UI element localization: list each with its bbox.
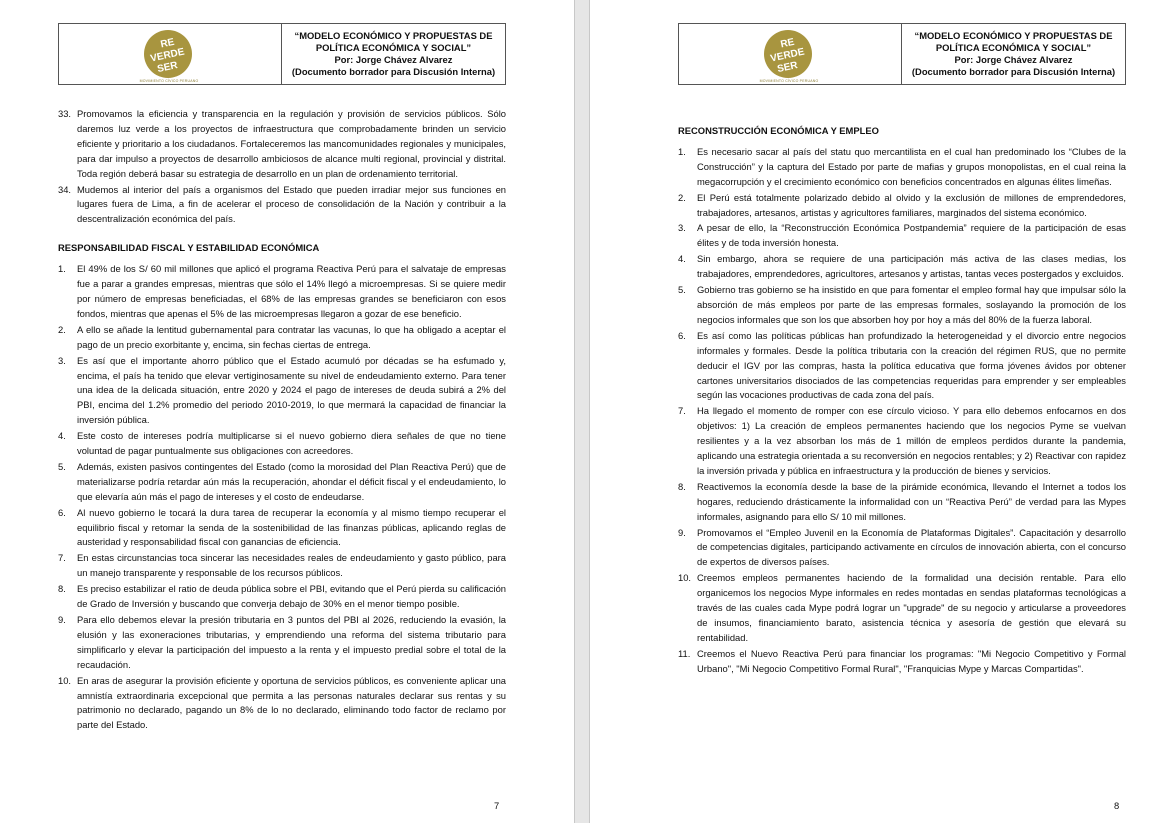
page-header [678, 23, 1126, 85]
list-item [678, 480, 1126, 525]
item-text: Es así como las políticas públicas han profundizado la heterogeneidad y el divorcio entre negocios informales y formales. Desde la política tributaria con la creación del régimen RUS, que no permite deducir el IGV por las compras, hasta la política educativa que forma jóvenes ávidos por obtener cartones universitarios disociados de las competencias requeridas para emprender y ser empleables según las vocaciones productivas de cada zona del país. [697, 329, 1126, 401]
list-item [58, 674, 506, 734]
item-text: A ello se añade la lentitud gubernamental para contratar las vacunas, lo que ha obligado a aceptar el pago de un precio exorbitante y, encima, sin fechas ciertas de entrega. [77, 323, 506, 350]
reverdeser-logo-icon [143, 29, 193, 79]
list-item [58, 613, 506, 673]
item-number: 5. [58, 460, 66, 472]
item-text: Es necesario sacar al país del statu quo mercantilista en el cual han predominado los “Clubes de la Construcción” y la captura del Estado por parte de mafias y grupos monopolistas, en el cual reina la megacorrupción y el crecimiento económico con beneficios concentrados en algunas élites limeñas. [697, 145, 1126, 187]
list-item [678, 145, 1126, 190]
item-number: 4. [678, 253, 686, 265]
header-title-line1: “MODELO ECONÓMICO Y PROPUESTAS DE [294, 30, 493, 41]
item-text: En estas circunstancias toca sincerar las necesidades reales de endeudamiento y gasto público, para un manejo transparente y responsable de los recursos públicos. [77, 552, 506, 579]
header-note: (Documento borrador para Discusión Interna) [291, 66, 496, 77]
item-text: Creemos empleos permanentes haciendo de la formalidad una decisión rentable. Para ello organicemos los negocios Mype informales en redes montadas en sendas plataformas tecnológicas a través de las cuales cada Mype podrá lograr un "upgrade" de su negocio y articularse a proveedores de insumos, financiamiento barato, asistencia técnica y asesoría de gestión que elevará su rentabilidad. [697, 572, 1126, 643]
list-item [58, 107, 506, 182]
page-header [58, 23, 506, 85]
item-number: 1. [678, 145, 686, 157]
list-item [678, 526, 1126, 571]
item-text: Gobierno tras gobierno se ha insistido en que para fomentar el empleo formal hay que impulsar sólo la absorción de más empleos por parte de las empresas formales, soslayando la promoción de los negocios informales que son los que absorben hoy por hoy a más del 80% de la fuerza laboral. [697, 284, 1126, 325]
reverdeser-logo-icon [763, 29, 813, 79]
header-title-line2: POLÍTICA ECONÓMICA Y SOCIAL” [935, 42, 1092, 53]
item-text: A pesar de ello, la “Reconstrucción Económica Postpandemia” requiere de la participación de esas élites y de toda inversión honesta. [697, 222, 1126, 249]
item-number: 9. [58, 614, 66, 625]
item-number: 6. [58, 506, 66, 518]
item-number: 2. [678, 191, 686, 203]
svg-text:SER: SER [156, 60, 179, 76]
item-number: 10. [678, 572, 692, 584]
header-title-cell [902, 24, 1125, 84]
logo-cell [679, 24, 902, 84]
list-item [58, 460, 506, 505]
item-text: En aras de asegurar la provisión eficiente y oportuna de servicios públicos, es conveniente aplicar una amnistía extraordinaria excepcional que permita a las personas naturales declarar sus rentas y su patrimonio no declarado, pagando un 8% de lo no declarado, eliminando todo factor de reclamo por parte del Estado. [77, 674, 506, 731]
item-number: 7. [678, 405, 686, 417]
item-number: 6. [678, 329, 686, 341]
svg-text:RE: RE [159, 36, 176, 51]
list-item [58, 354, 506, 429]
list-item [58, 551, 506, 581]
logo-cell [59, 24, 282, 84]
item-number: 5. [678, 284, 686, 296]
list-item [58, 506, 506, 551]
item-text: Promovamos la eficiencia y transparencia en la regulación y provisión de servicios públicos. Sólo daremos luz verde a los proyectos de infraestructura que comprobadamente brinden un servicio eficiente y prioritario a los ciudadanos. Fortaleceremos las mancomunidades regionales y municipales, para dar impulso a proyectos de desarrollo ambiciosos de alcance multi regional, provincial y distrital. Toda región deberá basar su estrategia de desarrollo en un plan de ordenamiento territorial. [77, 108, 506, 179]
page-number: 8 [1114, 800, 1120, 811]
item-number: 3. [58, 354, 66, 366]
item-number: 3. [678, 222, 686, 234]
item-text: Promovamos el “Empleo Juvenil en la Economía de Plataformas Digitales”. Capacitación y desarrollo de competencias digitales, participando activamente en círculos de innovación abierta, con el concurso de expertos de diversos países. [697, 526, 1126, 568]
page-number: 7 [494, 800, 500, 811]
list-item [58, 429, 506, 459]
svg-text:VERDE: VERDE [769, 46, 806, 65]
item-text: Es preciso estabilizar el ratio de deuda pública sobre el PBI, evitando que el Perú pierda su calificación de Grado de Inversión y buscando que converja debajo de 30% en el menor tiempo posible. [77, 583, 506, 610]
item-text: Ha llegado el momento de romper con ese círculo vicioso. Y para ello debemos enfocarnos en dos objetivos: 1) La creación de empleos permanentes haciendo que los negocios Pyme se vuelvan resilientes y a la vez absorban los más de 1 millón de empleos perdidos durante la pandemia, aplicando una estrategia orientada a su reconversión en negocios rentables; y 2) Reactivar con rapidez la inversión privada y pública en infraestructura y la producción de bienes y servicios. [697, 405, 1126, 476]
list-item [678, 252, 1126, 282]
item-number: 2. [58, 323, 66, 335]
svg-text:SER: SER [776, 60, 799, 76]
item-text: Creemos el Nuevo Reactiva Perú para financiar los programas: "Mi Negocio Competitivo y Formal Urbano", "Mi Negocio Competitivo Formal Rural", "Franquicias Mype y Marcas Compartidas". [697, 647, 1126, 674]
logo-caption: MOVIMIENTO CÍVICO PERUANO [139, 79, 199, 83]
header-title-line2: POLÍTICA ECONÓMICA Y SOCIAL” [315, 42, 472, 53]
item-number: 33. [58, 108, 72, 119]
header-note: (Documento borrador para Discusión Interna) [911, 66, 1116, 77]
item-text: Este costo de intereses podría multiplicarse si el nuevo gobierno diera señales de que no tiene voluntad de pagar puntualmente sus obligaciones con acreedores. [77, 430, 506, 457]
header-title-line1: “MODELO ECONÓMICO Y PROPUESTAS DE [914, 30, 1113, 41]
item-number: 1. [58, 263, 66, 275]
item-number: 8. [678, 480, 686, 492]
page-7-content [58, 107, 506, 733]
item-text: Además, existen pasivos contingentes del Estado (como la morosidad del Plan Reactiva Perú) que de materializarse podría retardar aún más la recuperación, ahondar el déficit fiscal y el endeudamiento, lo que elevaría aún más el pago de intereses y el costo de endeudarse. [77, 460, 506, 502]
header-author: Por: Jorge Chávez Alvarez [954, 54, 1073, 65]
item-text: El Perú está totalmente polarizado debido al olvido y la exclusión de millones de emprendedores, trabajadores, artesanos, artistas y agricultores familiares, marginados del sistema económico. [697, 191, 1126, 218]
item-number: 7. [58, 552, 66, 564]
item-text: Para ello debemos elevar la presión tributaria en 3 puntos del PBI al 2026, reduciendo la evasión, la elusión y las exoneraciones tributarias, y emprendiendo una reforma del sistema tributario para simplificarlo y elevar la participación del impuesto a la renta y el impuesto predial sobre el total de la recaudación. [77, 614, 506, 670]
item-text: Mudemos al interior del país a organismos del Estado que pueden irradiar mejor sus funciones en lugares fuera de Lima, a fin de acelerar el proceso de consolidación de la Nación y contribuir a la descentralización económica del país. [77, 183, 506, 225]
item-number: 34. [58, 183, 72, 195]
list-item [678, 647, 1126, 677]
item-text: Reactivemos la economía desde la base de la pirámide económica, llevando el Internet a todos los hogares, reduciendo drásticamente la informalidad con un “Reactiva Perú” de verdad para las Mypes informales, asignando para ello S/ 10 mil millones. [697, 480, 1126, 522]
svg-text:VERDE: VERDE [149, 46, 186, 65]
document-page-7 [0, 0, 574, 823]
list-item [58, 582, 506, 612]
list-item [58, 183, 506, 228]
list-item [678, 404, 1126, 479]
item-text: Es así que el importante ahorro público que el Estado acumuló por décadas se ha esfumado y, encima, el país ha tenido que elevar vertiginosamente su nivel de endeudamiento externo. Para tener una idea de la delicada situación, entre 2020 y 2024 el pago de intereses de deuda subirá a 2% del PBI, encima del 1.2% promedio del periodo 2010-2019, lo que mermará la capacidad de financiar la inversión pública. [77, 354, 506, 426]
page-8-content [678, 124, 1126, 677]
page-gap [574, 0, 590, 823]
item-text: Al nuevo gobierno le tocará la dura tarea de recuperar la economía y al mismo tiempo recuperar el equilibrio fiscal y retomar la senda de la sostenibilidad de las finanzas públicas, aplicando reglas de austeridad y responsabilidad fiscal con ganancias de eficiencia. [77, 506, 506, 548]
header-author: Por: Jorge Chávez Alvarez [334, 54, 453, 65]
logo-caption: MOVIMIENTO CÍVICO PERUANO [759, 79, 819, 83]
list-item [678, 329, 1126, 404]
item-number: 10. [58, 674, 72, 686]
item-number: 11. [678, 647, 691, 659]
item-text: Sin embargo, ahora se requiere de una participación más activa de las clases medias, los trabajadores, emprendedores, agricultores, artesanos y artistas, tantas veces postergados y excluidos. [697, 253, 1126, 280]
document-page-8 [590, 0, 1164, 823]
list-item [58, 262, 506, 322]
list-item [678, 283, 1126, 328]
item-text: El 49% de los S/ 60 mil millones que aplicó el programa Reactiva Perú para el salvataje de empresas fue a parar a grandes empresas, mientras que sólo el 14% llegó a microempresas. Si se quiere medir por número de empresas beneficiadas, el 68% de las empresas grandes se beneficiaron con esos fondos, mientras que apenas el 5% de las microempresas llegaron a gozar de ese beneficio. [77, 263, 506, 319]
header-title-cell [282, 24, 505, 84]
list-item [678, 571, 1126, 646]
section-heading: RESPONSABILIDAD FISCAL Y ESTABILIDAD ECONÓMICA [58, 242, 320, 254]
list-item [678, 191, 1126, 221]
list-item [58, 323, 506, 353]
item-number: 4. [58, 430, 66, 442]
item-number: 9. [678, 526, 686, 538]
list-item [678, 221, 1126, 251]
item-number: 8. [58, 583, 66, 595]
svg-text:RE: RE [779, 36, 796, 51]
section-heading: RECONSTRUCCIÓN ECONÓMICA Y EMPLEO [678, 125, 879, 136]
